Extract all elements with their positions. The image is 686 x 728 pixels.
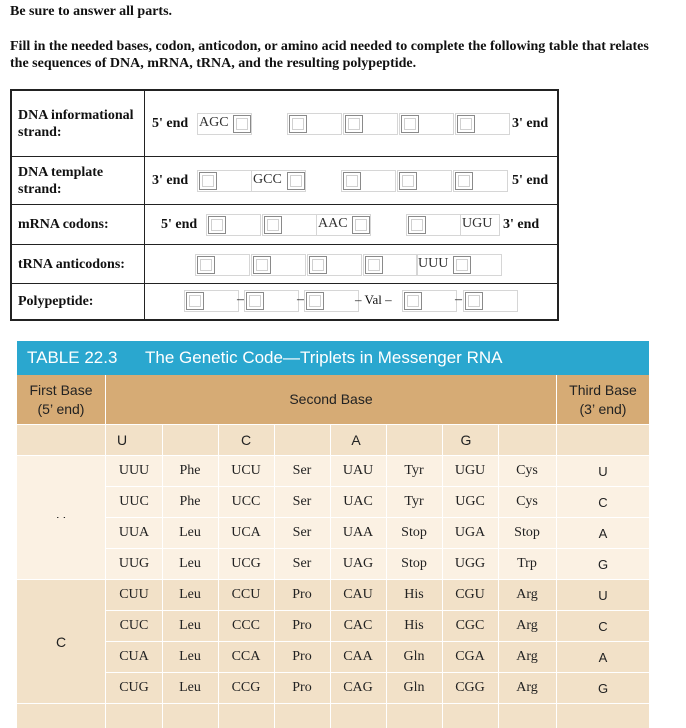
third-base: C <box>598 618 608 634</box>
codon: CAU <box>343 587 373 602</box>
codon: CUC <box>119 618 149 633</box>
amino-acid: His <box>404 618 424 633</box>
answer-box[interactable] <box>246 292 264 310</box>
amino-acid: Ser <box>292 494 312 509</box>
codon: UCC <box>231 494 261 509</box>
amino-acid: Ser <box>292 556 312 571</box>
codon: UCA <box>231 525 261 540</box>
codon: UGA <box>454 525 486 540</box>
answer-box[interactable] <box>453 256 471 274</box>
answer-box[interactable] <box>343 172 361 190</box>
answer-box[interactable] <box>404 292 422 310</box>
dash: – <box>237 292 244 307</box>
grid-line <box>106 548 649 549</box>
amino-acid: Pro <box>292 649 312 664</box>
codon: UGU <box>454 463 486 478</box>
grid-line <box>17 703 649 704</box>
amino-acid: Trp <box>517 556 537 571</box>
amino-acid: Phe <box>179 463 201 478</box>
five-prime-end-label: 5' end <box>512 173 549 188</box>
instructions-text: Fill in the needed bases, codon, anticodon, or amino acid needed to complete the following table that relates the sequences of DNA, mRNA, tRNA, and the resulting polypeptide. <box>10 39 649 71</box>
three-prime-end-label: 3' end <box>152 173 189 188</box>
instructions-heading: Be sure to answer all parts. <box>10 4 173 19</box>
grid-line <box>17 455 649 456</box>
third-base: U <box>598 587 608 603</box>
answer-box[interactable] <box>253 256 271 274</box>
answer-box[interactable] <box>465 292 483 310</box>
amino-acid: Leu <box>179 680 201 695</box>
codon: UAG <box>342 556 374 571</box>
three-prime-end-label: 3' end <box>512 116 549 131</box>
answer-box[interactable] <box>345 115 363 133</box>
grid-line <box>162 425 163 728</box>
codon: CAA <box>343 649 373 664</box>
row-dna-informational <box>12 91 557 157</box>
table-number: TABLE 22.3 <box>27 348 118 367</box>
given-codon: GCC <box>253 172 282 187</box>
answer-box[interactable] <box>264 216 282 234</box>
grid-line <box>218 425 219 728</box>
amino-acid: Gln <box>403 649 425 664</box>
given-codon: AGC <box>199 115 229 130</box>
codon: CGU <box>455 587 485 602</box>
amino-acid: Ser <box>292 525 312 540</box>
grid-line <box>330 425 331 728</box>
second-base-c: C <box>218 425 274 455</box>
second-base-g: G <box>438 425 494 455</box>
grid-line <box>274 425 275 728</box>
five-prime-end-label: 5' end <box>152 116 189 131</box>
codon: CCU <box>231 587 261 602</box>
amino-acid: Arg <box>516 680 538 695</box>
grid-line <box>106 641 649 642</box>
row-label: tRNA anticodons: <box>12 245 145 283</box>
amino-acid: Tyr <box>404 494 424 509</box>
codon: UUG <box>118 556 150 571</box>
five-prime-end-label: 5' end <box>161 217 198 232</box>
dash: – <box>455 292 462 307</box>
amino-acid: His <box>404 587 424 602</box>
amino-acid: Phe <box>179 494 201 509</box>
amino-acid: Stop <box>401 556 427 571</box>
answer-box[interactable] <box>199 172 217 190</box>
answer-box[interactable] <box>197 256 215 274</box>
grid-line <box>498 425 499 728</box>
codon: UGG <box>454 556 486 571</box>
answer-box[interactable] <box>306 292 324 310</box>
amino-acid: Leu <box>179 587 201 602</box>
three-prime-end-label: 3' end <box>503 217 540 232</box>
given-anticodon: UUU <box>418 256 449 271</box>
codon: CCG <box>231 680 261 695</box>
given-amino-acid: – Val – <box>355 292 392 307</box>
dash: – <box>297 292 304 307</box>
amino-acid: Pro <box>292 680 312 695</box>
answer-box[interactable] <box>399 172 417 190</box>
amino-acid: Stop <box>514 525 540 540</box>
given-codon: UGU <box>462 216 493 231</box>
amino-acid: Cys <box>516 463 538 478</box>
codon: UUC <box>119 494 149 509</box>
grid-line <box>386 425 387 728</box>
amino-acid: Leu <box>179 649 201 664</box>
table-row <box>17 456 649 486</box>
grid-line <box>442 425 443 728</box>
answer-box[interactable] <box>309 256 327 274</box>
codon: CUA <box>119 649 149 664</box>
codon: UUU <box>118 463 150 478</box>
genetic-code-table <box>17 341 649 728</box>
codon: UUA <box>118 525 150 540</box>
amino-acid: Ser <box>292 463 312 478</box>
row-label: mRNA codons: <box>12 205 145 244</box>
table-row <box>17 673 649 703</box>
table-row <box>17 611 649 641</box>
amino-acid: Arg <box>516 649 538 664</box>
amino-acid: Leu <box>179 525 201 540</box>
third-base: A <box>598 525 608 541</box>
fill-in-table <box>10 89 559 321</box>
table-row <box>17 518 649 548</box>
answer-box[interactable] <box>401 115 419 133</box>
third-base: C <box>598 494 608 510</box>
amino-acid: Leu <box>179 618 201 633</box>
grid-line <box>556 375 557 728</box>
second-base-u: U <box>106 425 162 455</box>
codon: UAU <box>342 463 374 478</box>
codon: CGA <box>455 649 485 664</box>
codon: CUU <box>119 587 149 602</box>
table-row <box>17 487 649 517</box>
amino-acid: Stop <box>401 525 427 540</box>
codon: UCG <box>231 556 261 571</box>
answer-box[interactable] <box>186 292 204 310</box>
amino-acid: Gln <box>403 680 425 695</box>
answer-box[interactable] <box>457 115 475 133</box>
row-label: Polypeptide: <box>12 284 145 319</box>
answer-box[interactable] <box>352 216 370 234</box>
row-label: DNA informational strand: <box>12 91 145 156</box>
codon: CUG <box>119 680 149 695</box>
grid-line <box>106 486 649 487</box>
table-row <box>17 580 649 610</box>
amino-acid: Cys <box>516 494 538 509</box>
amino-acid: Pro <box>292 587 312 602</box>
grid-line <box>17 424 649 425</box>
amino-acid: Pro <box>292 618 312 633</box>
amino-acid: Tyr <box>404 463 424 478</box>
codon: CCC <box>231 618 260 633</box>
row-polypeptide <box>12 284 557 319</box>
third-base-header: Third Base (3’ end) <box>557 375 649 424</box>
answer-box[interactable] <box>408 216 426 234</box>
third-base: G <box>597 680 609 696</box>
codon: UAA <box>342 525 374 540</box>
table-row <box>17 549 649 579</box>
codon: UAC <box>343 494 373 509</box>
table-row <box>17 642 649 672</box>
answer-box[interactable] <box>287 172 305 190</box>
second-base-a: A <box>328 425 384 455</box>
codon: CCA <box>231 649 261 664</box>
second-base-header: Second Base <box>106 375 556 424</box>
given-codon: AAC <box>318 216 348 231</box>
codon: CAC <box>343 618 373 633</box>
answer-box[interactable] <box>208 216 226 234</box>
codon: UGC <box>455 494 485 509</box>
codon: CAG <box>343 680 373 695</box>
third-base: U <box>598 463 608 479</box>
codon: UCU <box>231 463 261 478</box>
third-base: G <box>597 556 609 572</box>
first-base-header: First Base (5’ end) <box>17 375 105 424</box>
grid-line <box>106 610 649 611</box>
answer-box[interactable] <box>365 256 383 274</box>
row-dna-template <box>12 157 557 205</box>
table-title-bar <box>17 341 649 375</box>
codon: CGG <box>455 680 485 695</box>
codon: CGC <box>455 618 485 633</box>
row-mrna-codons <box>12 205 557 245</box>
row-trna-anticodons <box>12 245 557 284</box>
answer-box[interactable] <box>455 172 473 190</box>
amino-acid: Arg <box>516 587 538 602</box>
grid-line <box>105 375 106 728</box>
first-base-c: C <box>55 634 67 650</box>
grid-line <box>17 579 649 580</box>
answer-box[interactable] <box>233 115 251 133</box>
grid-line <box>106 672 649 673</box>
amino-acid: Leu <box>179 556 201 571</box>
grid-line <box>106 517 649 518</box>
table-title: The Genetic Code—Triplets in Messenger RNA <box>145 348 503 367</box>
third-base: A <box>598 649 608 665</box>
row-label: DNA template strand: <box>12 157 145 204</box>
table-row-partial <box>17 704 649 728</box>
amino-acid: Arg <box>516 618 538 633</box>
answer-box[interactable] <box>289 115 307 133</box>
